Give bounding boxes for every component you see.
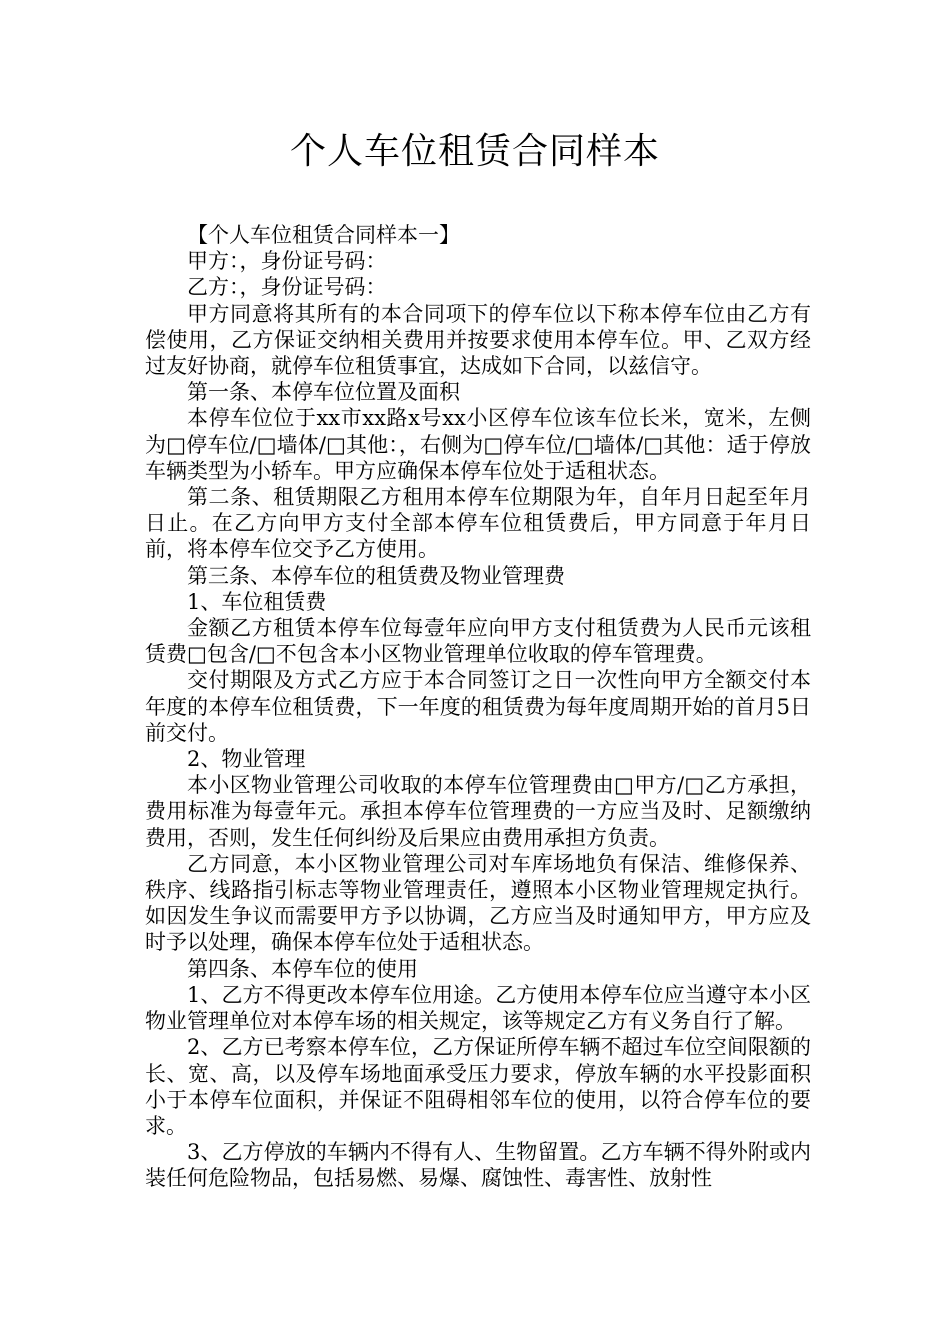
clause-4-3: 3、乙方停放的车辆内不得有人、生物留置。乙方车辆不得外附或内装任何危险物品，包括易燃、易爆、腐蚀性、毒害性、放射性 [145,1140,811,1191]
party-b-line: 乙方：，身份证号码： [187,275,387,300]
clause-3-1-heading: 1、车位租赁费 [187,589,327,614]
clause-4-1: 1、乙方不得更改本停车位用途。乙方使用本停车位应当遵守本小区物业管理单位对本停车场的相关规定，该等规定乙方有义务自行了解。 [145,982,811,1034]
article-1-body: 本停车位位于xx市xx路x号xx小区停车位该车位长米，宽米，左侧为□停车位/□墙体/□其他：，右侧为□停车位/□墙体/□其他：适于停放车辆类型为小轿车。甲方应确保本停车位处于适租状态。 [145,406,811,483]
document-body [145,222,811,1192]
section-heading: 【个人车位租赁合同样本一】 [187,223,460,247]
preamble-paragraph: 甲方同意将其所有的本合同项下的停车位以下称本停车位由乙方有偿使用，乙方保证交纳相关费用并按要求使用本停车位。甲、乙双方经过友好协商，就停车位租赁事宜，达成如下合同，以兹信守。 [145,301,811,379]
article-4-heading: 第四条、本停车位的使用 [187,956,418,981]
party-a-line: 甲方：，身份证号码： [187,249,387,274]
clause-3-2-fee: 本小区物业管理公司收取的本停车位管理费由□甲方/□乙方承担，费用标准为每壹年元。承担本停车位管理费的一方应当及时、足额缴纳费用，否则，发生任何纠纷及后果应由费用承担方负责。 [145,773,811,850]
article-1-heading: 第一条、本停车位位置及面积 [187,380,460,405]
clause-4-2: 2、乙方已考察本停车位，乙方保证所停车辆不超过车位空间限额的长、宽、高，以及停车场地面承受压力要求，停放车辆的水平投影面积小于本停车位面积，并保证不阻碍相邻车位的使用，以符合停车位的要求。 [145,1035,811,1138]
clause-3-1-amount: 金额乙方租赁本停车位每壹年应向甲方支付租赁费为人民币元该租赁费□包含/□不包含本小区物业管理单位收取的停车管理费。 [145,616,811,667]
clause-3-1-payment: 交付期限及方式乙方应于本合同签订之日一次性向甲方全额交付本年度的本停车位租赁费，下一年度的租赁费为每年度周期开始的首月5日前交付。 [145,668,811,745]
clause-3-2-management: 乙方同意，本小区物业管理公司对车库场地负有保洁、维修保养、秩序、线路指引标志等物业管理责任，遵照本小区物业管理规定执行。如因发生争议而需要甲方予以协调，乙方应当及时通知甲方，甲方应及时予以处理，确保本停车位处于适租状态。 [145,851,811,955]
article-3-heading: 第三条、本停车位的租赁费及物业管理费 [187,563,565,588]
clause-3-2-heading: 2、物业管理 [187,747,306,772]
article-2-body: 第二条、租赁期限乙方租用本停车位期限为年，自年月日起至年月日止。在乙方向甲方支付全部本停车位租赁费后，甲方同意于年月日前，将本停车位交予乙方使用。 [145,485,811,562]
document-title: 个人车位租赁合同样本 [289,131,660,172]
